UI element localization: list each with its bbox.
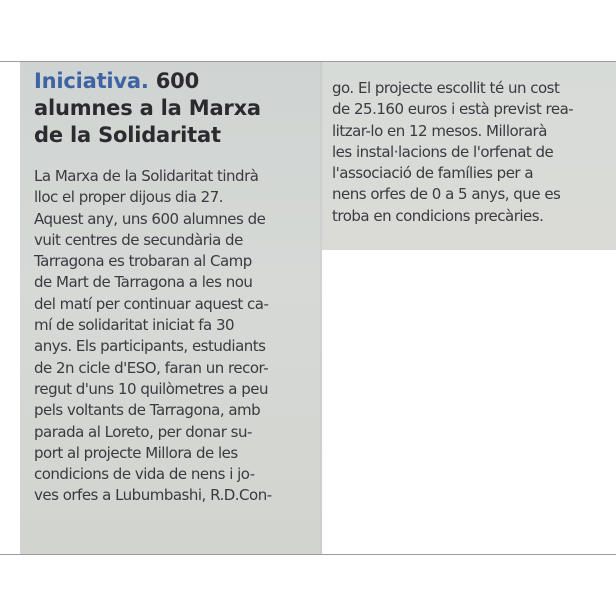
column-gutter <box>320 62 324 554</box>
body-line: de 2n cicle d'ESO, faran un recor- <box>34 358 269 377</box>
headline-kicker: Iniciativa. <box>34 69 149 93</box>
article-body-right <box>332 78 573 227</box>
body-line: troba en condicions precàries. <box>332 206 544 225</box>
body-line: anys. Els participants, estudiants <box>34 337 266 356</box>
body-line: del matí per continuar aquest ca- <box>34 294 269 313</box>
bottom-divider <box>0 554 616 555</box>
article-headline <box>34 68 314 149</box>
body-line: vuit centres de secundària de <box>34 230 243 249</box>
body-line: mí de solidaritat iniciat fa 30 <box>34 316 235 335</box>
headline-part-1: 600 <box>148 69 200 93</box>
body-line: parada al Loreto, per donar su- <box>34 422 252 441</box>
headline-part-2: alumnes a la Marxa <box>34 96 261 120</box>
article-body-left <box>34 166 272 507</box>
body-line: Tarragona es trobaran al Camp <box>34 252 252 271</box>
headline-part-3: de la Solidaritat <box>34 123 221 147</box>
body-line: nens orfes de 0 a 5 anys, que es <box>332 185 561 204</box>
newspaper-clipping <box>20 62 616 554</box>
body-line: port al projecte Millora de les <box>34 443 238 462</box>
body-line: les instal·lacions de l'orfenat de <box>332 142 554 161</box>
body-line: regut d'uns 10 quilòmetres a peu <box>34 379 268 398</box>
body-line: condicions de vida de nens i jo- <box>34 465 255 484</box>
body-line: l'associació de famílies per a <box>332 164 534 183</box>
body-line: Aquest any, uns 600 alumnes de <box>34 209 266 228</box>
body-line: go. El projecte escollit té un cost <box>332 79 560 97</box>
body-line: ves orfes a Lubumbashi, R.D.Con- <box>34 486 272 505</box>
body-line: lloc el proper dijous dia 27. <box>34 188 224 207</box>
body-line: pels voltants de Tarragona, amb <box>34 401 261 420</box>
body-line: La Marxa de la Solidaritat tindrà <box>34 167 259 185</box>
body-line: de Mart de Tarragona a les nou <box>34 273 253 292</box>
body-line: de 25.160 euros i està previst rea- <box>332 100 574 119</box>
body-line: litzar-lo en 12 mesos. Millorarà <box>332 121 547 140</box>
blank-area <box>322 250 616 554</box>
